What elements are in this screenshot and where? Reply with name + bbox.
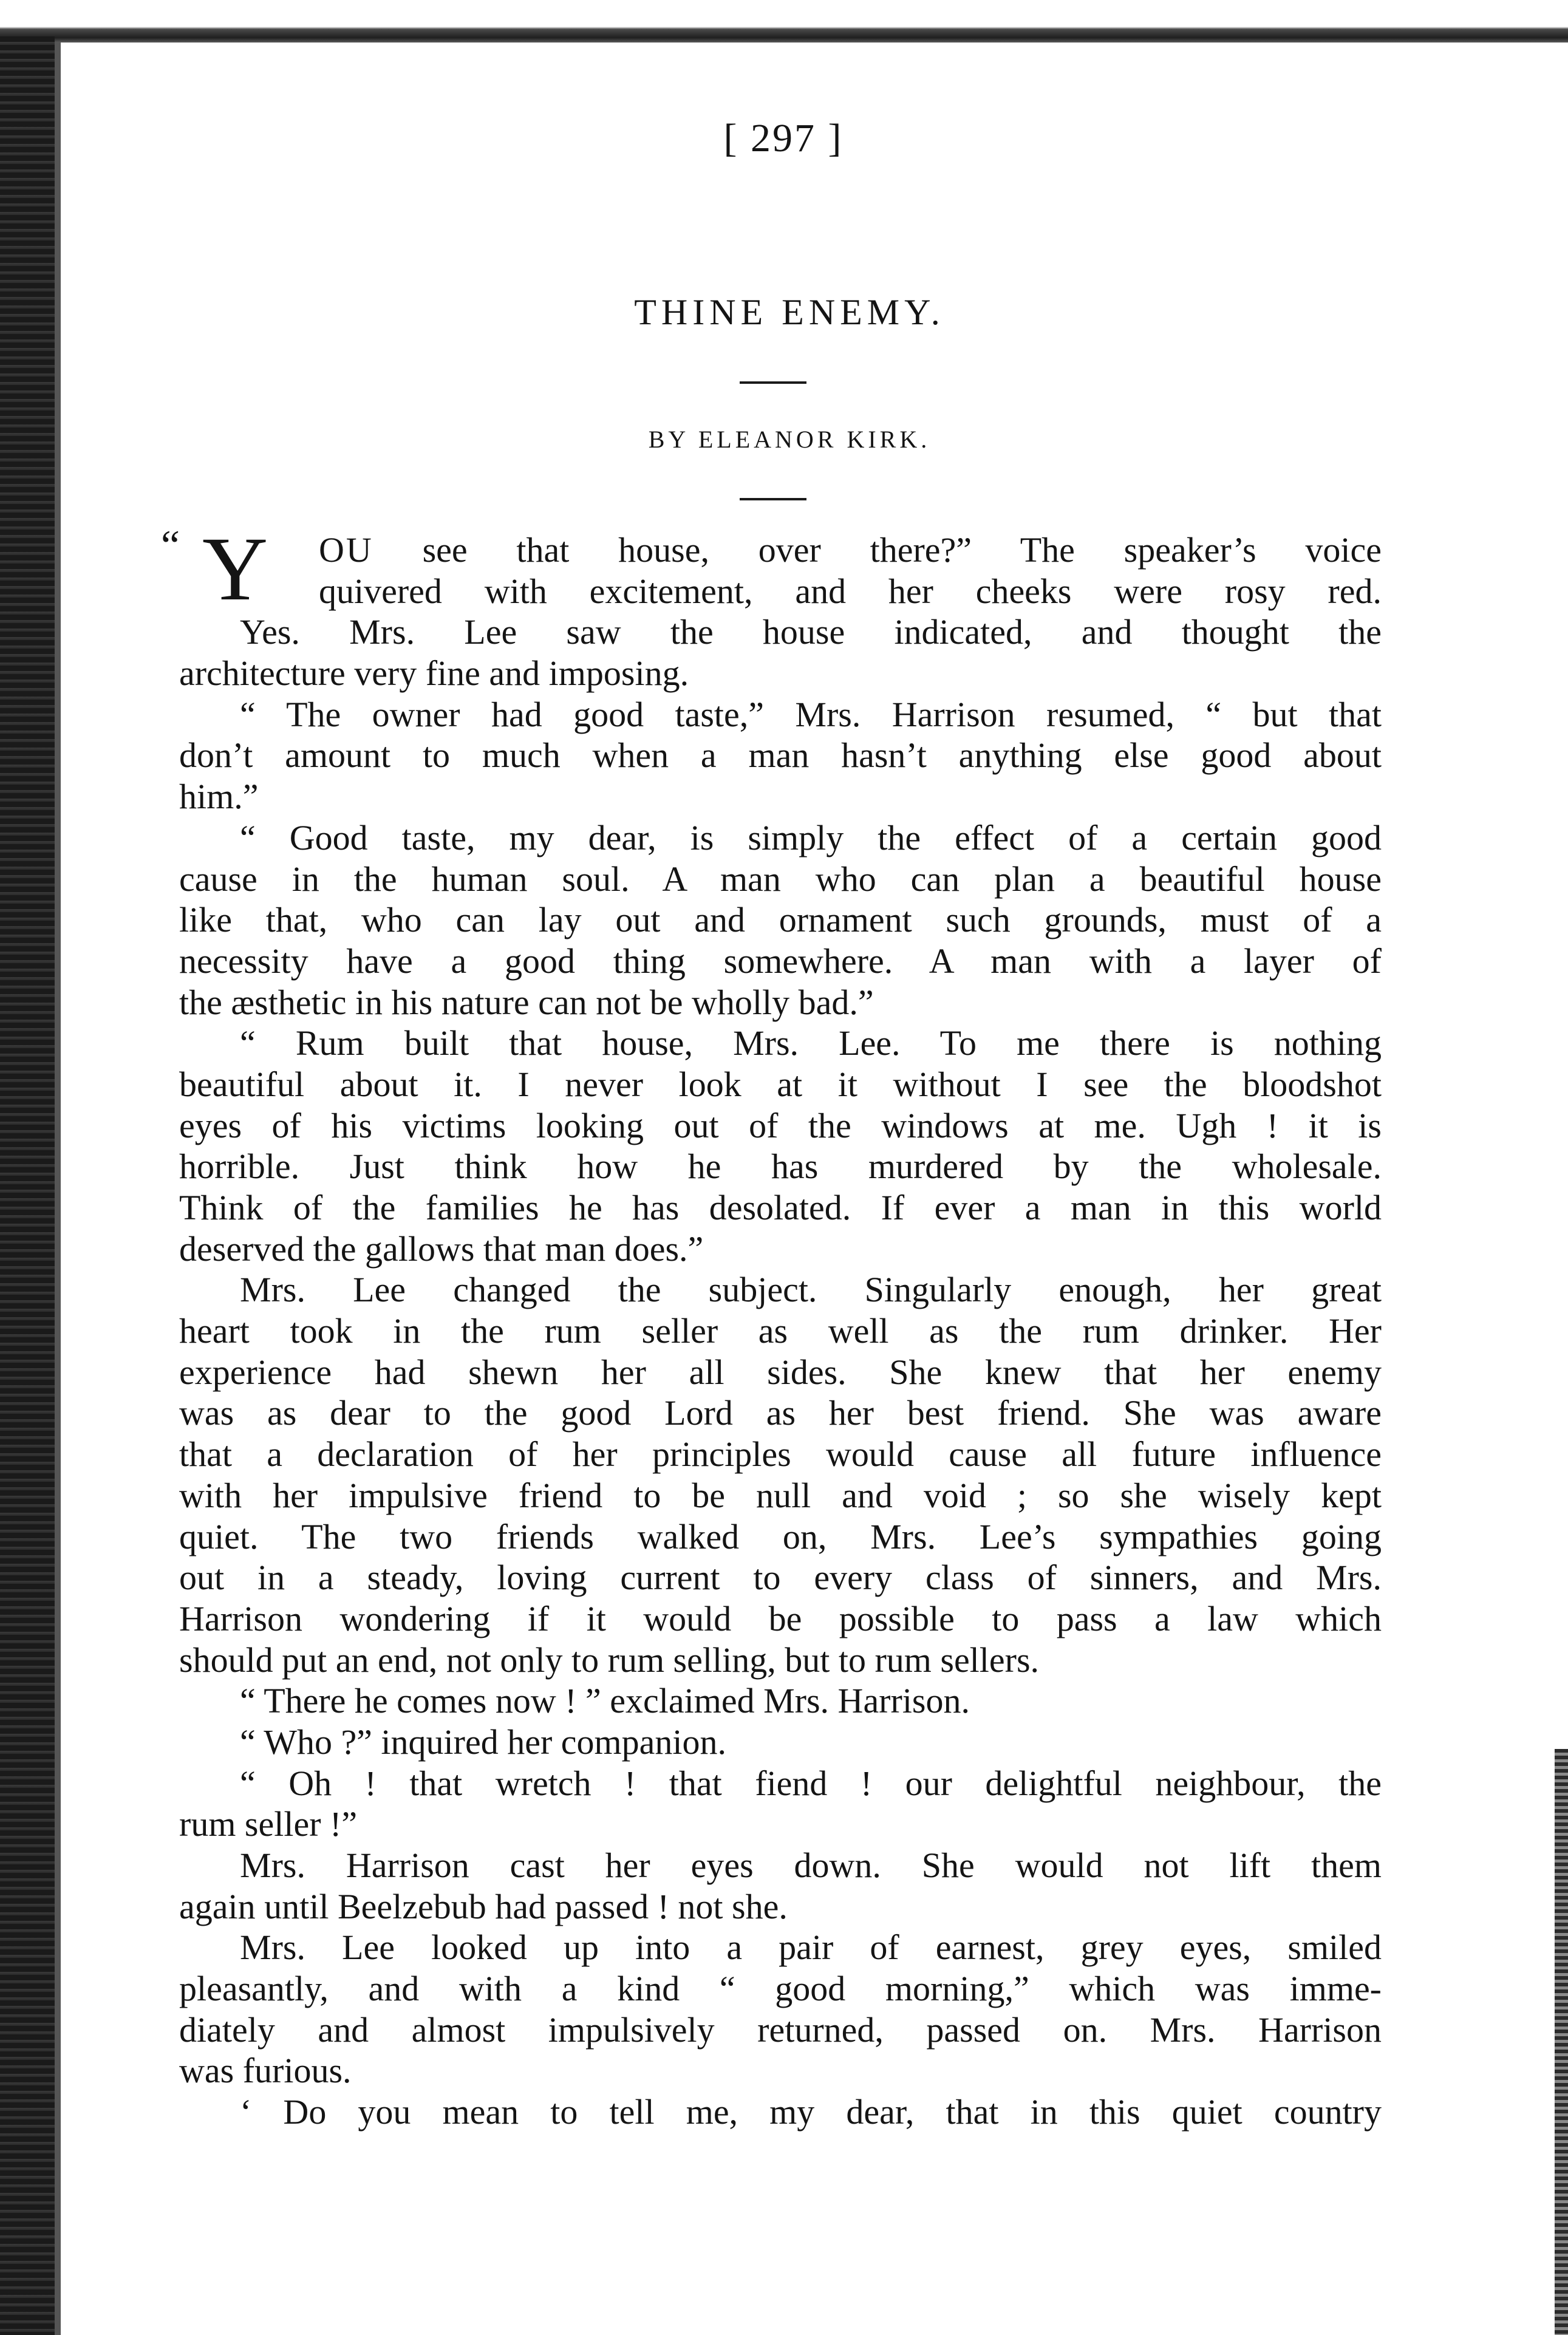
text-line: “ There he comes now ! ” exclaimed Mrs. Harrison. — [240, 1681, 970, 1721]
text-line: should put an end, not only to rum selling, but to rum sellers. — [179, 1640, 1040, 1680]
text-line: cause in the human soul. A man who can plan a beautiful house — [179, 859, 1382, 899]
article-byline: BY ELEANOR KIRK. — [648, 426, 931, 453]
text-line: “ Rum built that house, Mrs. Lee. To me there is nothing — [240, 1023, 1382, 1063]
scan-left-shadow — [55, 43, 61, 2335]
text-line: Mrs. Lee looked up into a pair of earnest, grey eyes, smiled — [240, 1928, 1382, 1968]
text-line: quiet. The two friends walked on, Mrs. Lee’s sympathies going — [179, 1516, 1382, 1556]
scan-top-edge — [0, 0, 1568, 43]
first-line-rest: see that house, over there?” The speaker’s voice — [422, 530, 1382, 570]
text-line: “ Oh ! that wretch ! that fiend ! our delightful neighbour, the — [240, 1763, 1382, 1803]
drop-cap: Y — [202, 519, 268, 619]
text-line: don’t amount to much when a man hasn’t anything else good about — [179, 735, 1382, 775]
text-line: him.” — [179, 777, 259, 817]
text-line: with her impulsive friend to be null and void ; so she wisely kept — [179, 1475, 1382, 1515]
text-line: beautiful about it. I never look at it without I see the bloodshot — [179, 1064, 1382, 1104]
text-line: like that, who can lay out and ornament such grounds, must of a — [179, 900, 1382, 940]
opening-quote-mark: “ — [161, 522, 180, 569]
text-line: “ Good taste, my dear, is simply the effect of a certain good — [240, 817, 1382, 857]
text-line: quivered with excitement, and her cheeks were rosy red. — [319, 571, 1382, 611]
text-line: Yes. Mrs. Lee saw the house indicated, and thought the — [240, 612, 1382, 652]
article-body — [161, 519, 1382, 2133]
text-line: again until Beelzebub had passed ! not she. — [179, 1886, 788, 1926]
page-number: [ 297 ] — [723, 116, 844, 160]
text-line: architecture very fine and imposing. — [179, 653, 689, 694]
text-line: Mrs. Harrison cast her eyes down. She would not lift them — [240, 1846, 1382, 1885]
text-line: “ Who ?” inquired her companion. — [240, 1722, 726, 1762]
text-line: out in a steady, loving current to every class of sinners, and Mrs. — [179, 1558, 1382, 1598]
text-line: Think of the families he has desolated. If ever a man in this world — [179, 1188, 1382, 1227]
title-divider — [740, 381, 806, 384]
text-line: was as dear to the good Lord as her best friend. She was aware — [179, 1393, 1382, 1433]
text-line: experience had shewn her all sides. She knew that her enemy — [179, 1352, 1382, 1392]
text-line: that a declaration of her principles would cause all future influence — [179, 1434, 1382, 1474]
first-word: OU — [319, 530, 373, 570]
text-line: deserved the gallows that man does.” — [179, 1229, 704, 1269]
text-line: Mrs. Lee changed the subject. Singularly enough, her great — [240, 1270, 1382, 1310]
text-line: heart took in the rum seller as well as the rum drinker. Her — [179, 1311, 1382, 1351]
text-line: Harrison wondering if it would be possible to pass a law which — [179, 1598, 1382, 1638]
text-line: eyes of his victims looking out of the windows at me. Ugh ! it is — [179, 1105, 1382, 1145]
article-title: THINE ENEMY. — [634, 292, 945, 332]
text-line: diately and almost impulsively returned, passed on. Mrs. Harrison — [179, 2009, 1382, 2050]
text-line: horrible. Just think how he has murdered by the wholesale. — [179, 1147, 1382, 1187]
text-line: ‘ Do you mean to tell me, my dear, that in this quiet country — [240, 2092, 1382, 2132]
text-line: the æsthetic in his nature can not be wholly bad.” — [179, 982, 874, 1022]
text-line: pleasantly, and with a kind “ good morning,” which was imme- — [179, 1969, 1382, 2009]
text-line: “ The owner had good taste,” Mrs. Harrison resumed, “ but that — [240, 694, 1382, 734]
scan-right-edge — [1555, 1749, 1568, 2335]
scan-left-binding-edge — [0, 36, 55, 2335]
byline-divider — [740, 498, 806, 500]
text-line: was furious. — [179, 2051, 352, 2091]
text-line: necessity have a good thing somewhere. A man with a layer of — [179, 941, 1382, 981]
text-line: rum seller !” — [179, 1804, 358, 1844]
